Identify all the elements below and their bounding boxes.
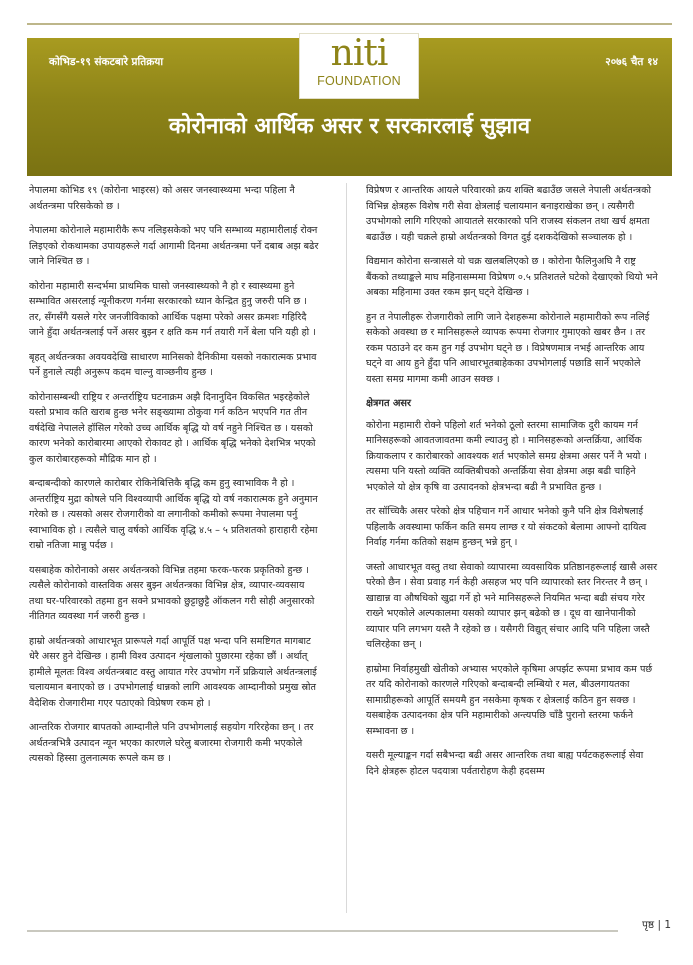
paragraph: कोरोनासम्बन्धी राष्ट्रिय र अन्तर्राष्ट्रिय घटनाक्रम अझै दिनानुदिन विकसित भइरहेकोले यस्तो प्रभाव कति खराब हुन्छ भनेर सङ्ख्यामा ठोकुवा गर्न कठिन भएपनि गत तीन वर्षदेखि नेपालले हॉसिल गरेको उच्च आर्थिक बृद्धि यो वर्ष नहुने निश्चित छ । यसको कारण भनेको कारोबारमा आएको रोकावट हो । आर्थिक बृद्धि भनेको देशभित्र भएको कुल कारोबारहरूको मौद्रिक मान हो । [29, 391, 316, 465]
paragraph: जस्तो आधारभूत वस्तु तथा सेवाको व्यापारमा व्यवसायिक प्रतिष्ठानहरूलाई खासै असर परेको छैन । सेवा प्रवाह गर्न केही असहज भए पनि व्यापारको स्तर निरन्तर नै छन् । खाद्यान्न वा औषधिको खुद्रा गर्ने हो भने मानिसहरूले नियमित भन्दा बढी संचय गरेर राख्ने भएकोले अल्पकालमा यसको व्यापार झन् बढेको छ । दूध वा खानेपानीको व्यापार पनि लगभग यस्तै नै रहेको छ । यसैगरी विद्युत् संचार आदि पनि पहिला जस्तै चलिरहेका छन् । [366, 561, 658, 650]
paragraph: हुन त नेपालीहरू रोजगारीको लागि जाने देशहरूमा कोरोनाले महामारीको रूप नलिई सकेको अवस्था छ र मानिसहरूले व्यापक रूपमा रोजगार गुमाएको खबर छैन । तर रकम पठाउने दर कम हुन गई उपभोग घट्ने छ । विप्रेषणमात्र नभई आन्तरिक आय घट्ने वा आय हुने हुँदा पनि आधारभूतबाहेकका उपभोगलाई पछाडि सार्ने भएकोले यस्ता समग्र मागमा कमी आउन सक्छ । [366, 311, 650, 385]
page-title: कोरोनाको आर्थिक असर र सरकारलाई सुझाव [168, 114, 531, 139]
paragraph: विद्यमान कोरोना सन्त्रासले यो चक्र खलबलिएको छ । कोरोना फैलिनुअघि नै राष्ट्र बैंकको तथ्याङ्कले माघ महिनासम्ममा विप्रेषण ०.५ प्रतिशतले घटेको देखाएको थियो भने अबका महिनामा उक्त रकम झन् घट्ने देखिन्छ । [366, 256, 658, 298]
logo-subtitle: FOUNDATION [317, 74, 401, 88]
footer-rule [27, 930, 618, 932]
top-rule [27, 23, 672, 25]
header-band [27, 33, 672, 176]
issue-date: २०७६ चैत १४ [605, 56, 658, 68]
paragraph: बन्दाबन्दीको कारणले कारोबार रोकिनेबित्तिकै बृद्धि कम हुनु स्वाभाविक नै हो । अन्तर्राष्ट्रिय मुद्रा कोषले पनि विश्वव्यापी आर्थिक बृद्धि यो वर्ष नकारात्मक हुने अनुमान गरेको छ । त्यसको असर रोजगारीको वा लगानीको कमीको रूपमा नेपालमा पर्नु स्वाभाविक हो । त्यसैले चालु वर्षको आर्थिक वृद्धि ४.५ – ५ प्रतिशतको हाराहारी रहेमा राम्रो नतिजा मान्नु पर्दछ । [29, 478, 318, 551]
section-heading: क्षेत्रगत असर [366, 398, 412, 409]
paragraph: नेपालमा कोभिड १९ (कोरोना भाइरस) को असर जनस्वास्थ्यमा भन्दा पहिला नै अर्थतन्त्रमा परिसकेको छ । [29, 185, 295, 212]
paragraph: तर सॉच्चिकै असर परेको क्षेत्र पहिचान गर्ने आधार भनेको कुनै पनि क्षेत्र विशेषलाई पहिलाकै अवस्थामा फर्किन कति समय लाग्छ र यो संकटको बेलामा आफ्नो दायित्व निर्वाह गर्नमा कतिको सक्षम हुन्छन् भन्ने हुन् । [366, 506, 647, 548]
paragraph: विप्रेषण र आन्तरिक आयले परिवारको क्रय शक्ति बढाउँछ जसले नेपाली अर्थतन्त्रको विभिन्न क्षेत्रहरू विशेष गरी सेवा क्षेत्रलाई चलायमान बनाइराखेका छन् । त्यसैगरी उपभोगको लागि गरिएको आयातले सरकारको पनि राजस्व संकलन तथा खर्च क्षमता बढाउँछ । यही चक्रले हाम्रो अर्थतन्त्रको विगत दुई दशकदेखिको सञ्चालक हो । [366, 185, 651, 243]
niti-foundation-logo [300, 34, 418, 98]
paragraph: यसबाहेक कोरोनाको असर अर्थतन्त्रको विभिन्न तहमा फरक-फरक प्रकृतिको हुन्छ । त्यसैले कोरोनाको वास्तविक असर बुझ्न अर्थतन्त्रका विभिन्न क्षेत्र, व्यापार-व्यवसाय तथा घर-परिवारको तहमा हुन सक्ने प्रभावको छुट्टाछुट्टै ऑकलन गरी सोही अनुसारको नीतिगत व्यवस्था गर्न जरुरी हुन्छ । [29, 564, 315, 622]
paragraph: नेपालमा कोरोनाले महामारीकै रूप नलिइसकेको भए पनि सम्भाव्य महामारीलाई रोक्न लिइएको रोकथामका उपायहरूले गर्दा आगामी दिनमा अर्थतन्त्रमा पर्ने दबाब अझ बढेर जाने निश्चित छ । [29, 225, 319, 267]
paragraph: कोरोना महामारी सन्दर्भमा प्राथमिक घासो जनस्वास्थ्यको नै हो र स्वास्थ्यमा हुने सम्भावित असरलाई न्यूनीकरण गर्नमा सरकारको ध्यान केन्द्रित हुनु जरुरी पनि छ । तर, सँगसँगै यसले गरेर जनजीविकाको आर्थिक पक्षमा परेको असर क्रमशः गहिरिदै जाने हुँदा अर्थतन्त्रलाई पर्ने असर बुझ्न र क्षति कम गर्न तयारी गर्ने बेला पनि यही हो । [29, 280, 316, 338]
right-column [366, 183, 658, 788]
column-divider [346, 183, 347, 913]
paragraph: आन्तरिक रोजगार बापतको आम्दानीले पनि उपभोगलाई सहयोग गरिरहेका छन् । तर अर्थतन्त्रभित्रै उत्पादन न्यून भएका कारणले घरेलु बजारमा रोजगारी कमी भएकोले त्यसको हिस्सा तुलनात्मक रूपले कम छ । [29, 722, 314, 764]
paragraph: हाम्रो अर्थतन्त्रको आधारभूत प्रारूपले गर्दा आपूर्ति पक्ष भन्दा पनि समष्टिगत मागबाट धेरै असर हुने देखिन्छ । हामी विश्व उत्पादन शृंखलाको पुछारमा रहेका छौं । अर्थात् हामीले मूलतः विश्व अर्थतन्त्रबाट वस्तु आयात गरेर उपभोग गर्ने प्रक्रियाले अर्थतन्त्रलाई चलायमान बनाएको छ । उपभोगलाई धान्नको लागि आवश्यक आम्दानीको प्रमुख स्रोत वैदेशिक रोजगारीमा गएर पठाएको विप्रेषण रकम हो । [29, 635, 317, 709]
paragraph: हाम्रोमा निर्वाहमुखी खेतीको अभ्यास भएकोले कृषिमा अपर्झट रूपमा प्रभाव कम पर्छ तर यदि कोरोनाको कारणले गरिएको बन्दाबन्दी लम्बियो र मल, बीउलगायतका सामाग्रीहरूको आपूर्ति समयमै हुन नसकेमा कृषक र क्षेत्रलाई कठिन हुन सक्छ । यसबाहेक उत्पादनका क्षेत्र पनि महामारीको अन्त्यपछि चाँडै पुरानो स्तरमा फर्कने सम्भावना छ । [366, 663, 653, 737]
left-column [29, 183, 321, 776]
logo-wordmark: niti [330, 33, 388, 74]
paragraph: यसरी मूल्याङ्कन गर्दा सबैभन्दा बढी असर आन्तरिक तथा बाह्य पर्यटकहरूलाई सेवा दिने क्षेत्रहरू होटल पदयात्रा पर्वतारोहण केही हदसम्म [366, 750, 644, 777]
series-label: कोभिड-१९ संकटबारे प्रतिक्रया [49, 56, 164, 68]
paragraph: बृहत् अर्थतन्त्रका अवयवदेखि साधारण मानिसको दैनिकीमा यसको नकारात्मक प्रभाव पर्ने हुनाले त्यही अनुरूप कदम चाल्नु वाञ्छनीय हुन्छ । [29, 351, 317, 378]
page-number: पृष्ठ | 1 [641, 919, 671, 931]
paragraph: कोरोना महामारी रोक्ने पहिलो शर्त भनेको ठूलो स्तरमा सामाजिक दुरी कायम गर्न मानिसहरूको आवतजावतमा कमी ल्याउनु हो । मानिसहरूको अन्तर्क्रिया, आर्थिक क्रियाकलाप र कारोबारको आवश्यक शर्त भएकोले समग्र क्षेत्रमा असर पर्ने नै भयो । त्यसमा पनि यस्तो व्यक्ति व्यक्तिबीचको अन्तर्क्रिया सेवा क्षेत्रमा अझ बढी चाहिने भएकोले यो क्षेत्र कृषि वा उत्पादनको क्षेत्रभन्दा बढी नै प्रभावित हुन्छ । [366, 419, 648, 493]
